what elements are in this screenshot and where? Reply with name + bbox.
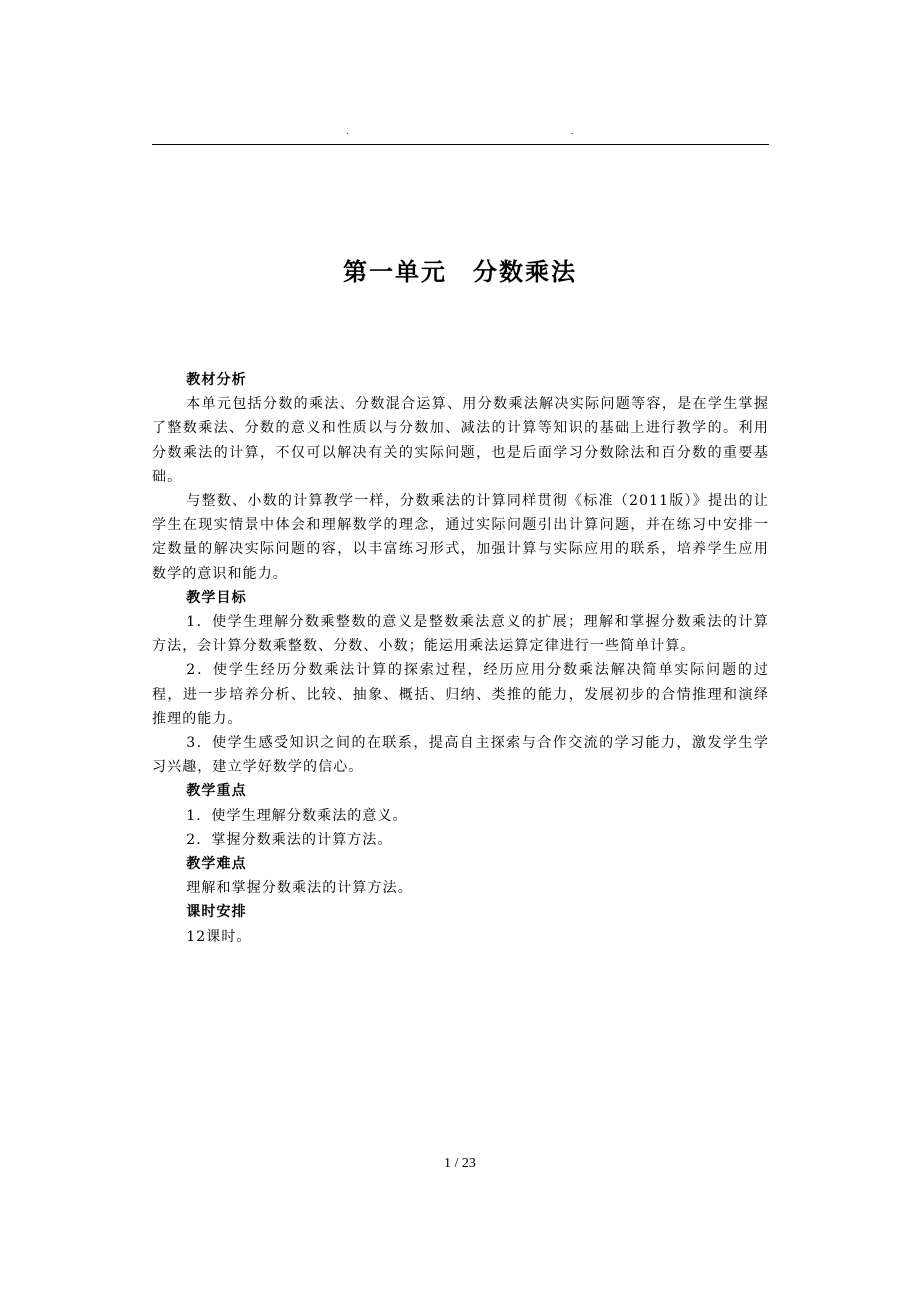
goal-item-1: 1．使学生理解分数乘整数的意义是整数乘法意义的扩展；理解和掌握分数乘法的计算方法，会计算分数乘整数、分数、小数；能运用乘法运算定律进行一些简单计算。 (152, 614, 769, 655)
page-number: 1 / 23 (444, 1156, 476, 1171)
difficulty-item-1: 理解和掌握分数乘法的计算方法。 (186, 880, 413, 897)
schedule-item-1: 12课时。 (186, 928, 252, 945)
difficulty-heading: 教学难点 (186, 856, 247, 873)
page-header (152, 128, 769, 140)
key-points-heading: 教学重点 (186, 783, 247, 800)
header-dot-left: . (346, 127, 349, 136)
key-point-1: 1．使学生理解分数乘法的意义。 (186, 807, 408, 824)
key-point-2: 2．掌握分数乘法的计算方法。 (186, 831, 393, 848)
goals-heading: 教学目标 (186, 589, 247, 606)
analysis-heading: 教材分析 (186, 372, 247, 388)
document-body (152, 368, 769, 949)
header-rule (152, 144, 769, 145)
header-dot-right: . (571, 127, 574, 136)
goal-item-2: 2．使学生经历分数乘法计算的探索过程，经历应用分数乘法解决简单实际问题的过程，进一步培养分析、比较、抽象、概括、归纳、类推的能力，发展初步的合情推理和演绎推理的能力。 (152, 662, 769, 727)
goal-item-3: 3．使学生感受知识之间的在联系，提高自主探索与合作交流的学习能力，激发学生学习兴趣，建立学好数学的信心。 (152, 735, 769, 776)
page-title: 第一单元 分数乘法 (343, 258, 577, 286)
analysis-paragraph-2: 与整数、小数的计算教学一样，分数乘法的计算同样贯彻《标准（2011版）》提出的让学生在现实情景中体会和理解数学的理念，通过实际问题引出计算问题，并在练习中安排一定数量的解决实际问题的容，以丰富练习形式，加强计算与实际应用的联系，培养学生应用数学的意识和能力。 (152, 493, 769, 582)
analysis-paragraph-1: 本单元包括分数的乘法、分数混合运算、用分数乘法解决实际问题等容，是在学生掌握了整数乘法、分数的意义和性质以与分数加、减法的计算等知识的基础上进行教学的。利用分数乘法的计算，不仅可以解决有关的实际问题，也是后面学习分数除法和百分数的重要基础。 (152, 396, 769, 485)
schedule-heading: 课时安排 (186, 904, 247, 921)
